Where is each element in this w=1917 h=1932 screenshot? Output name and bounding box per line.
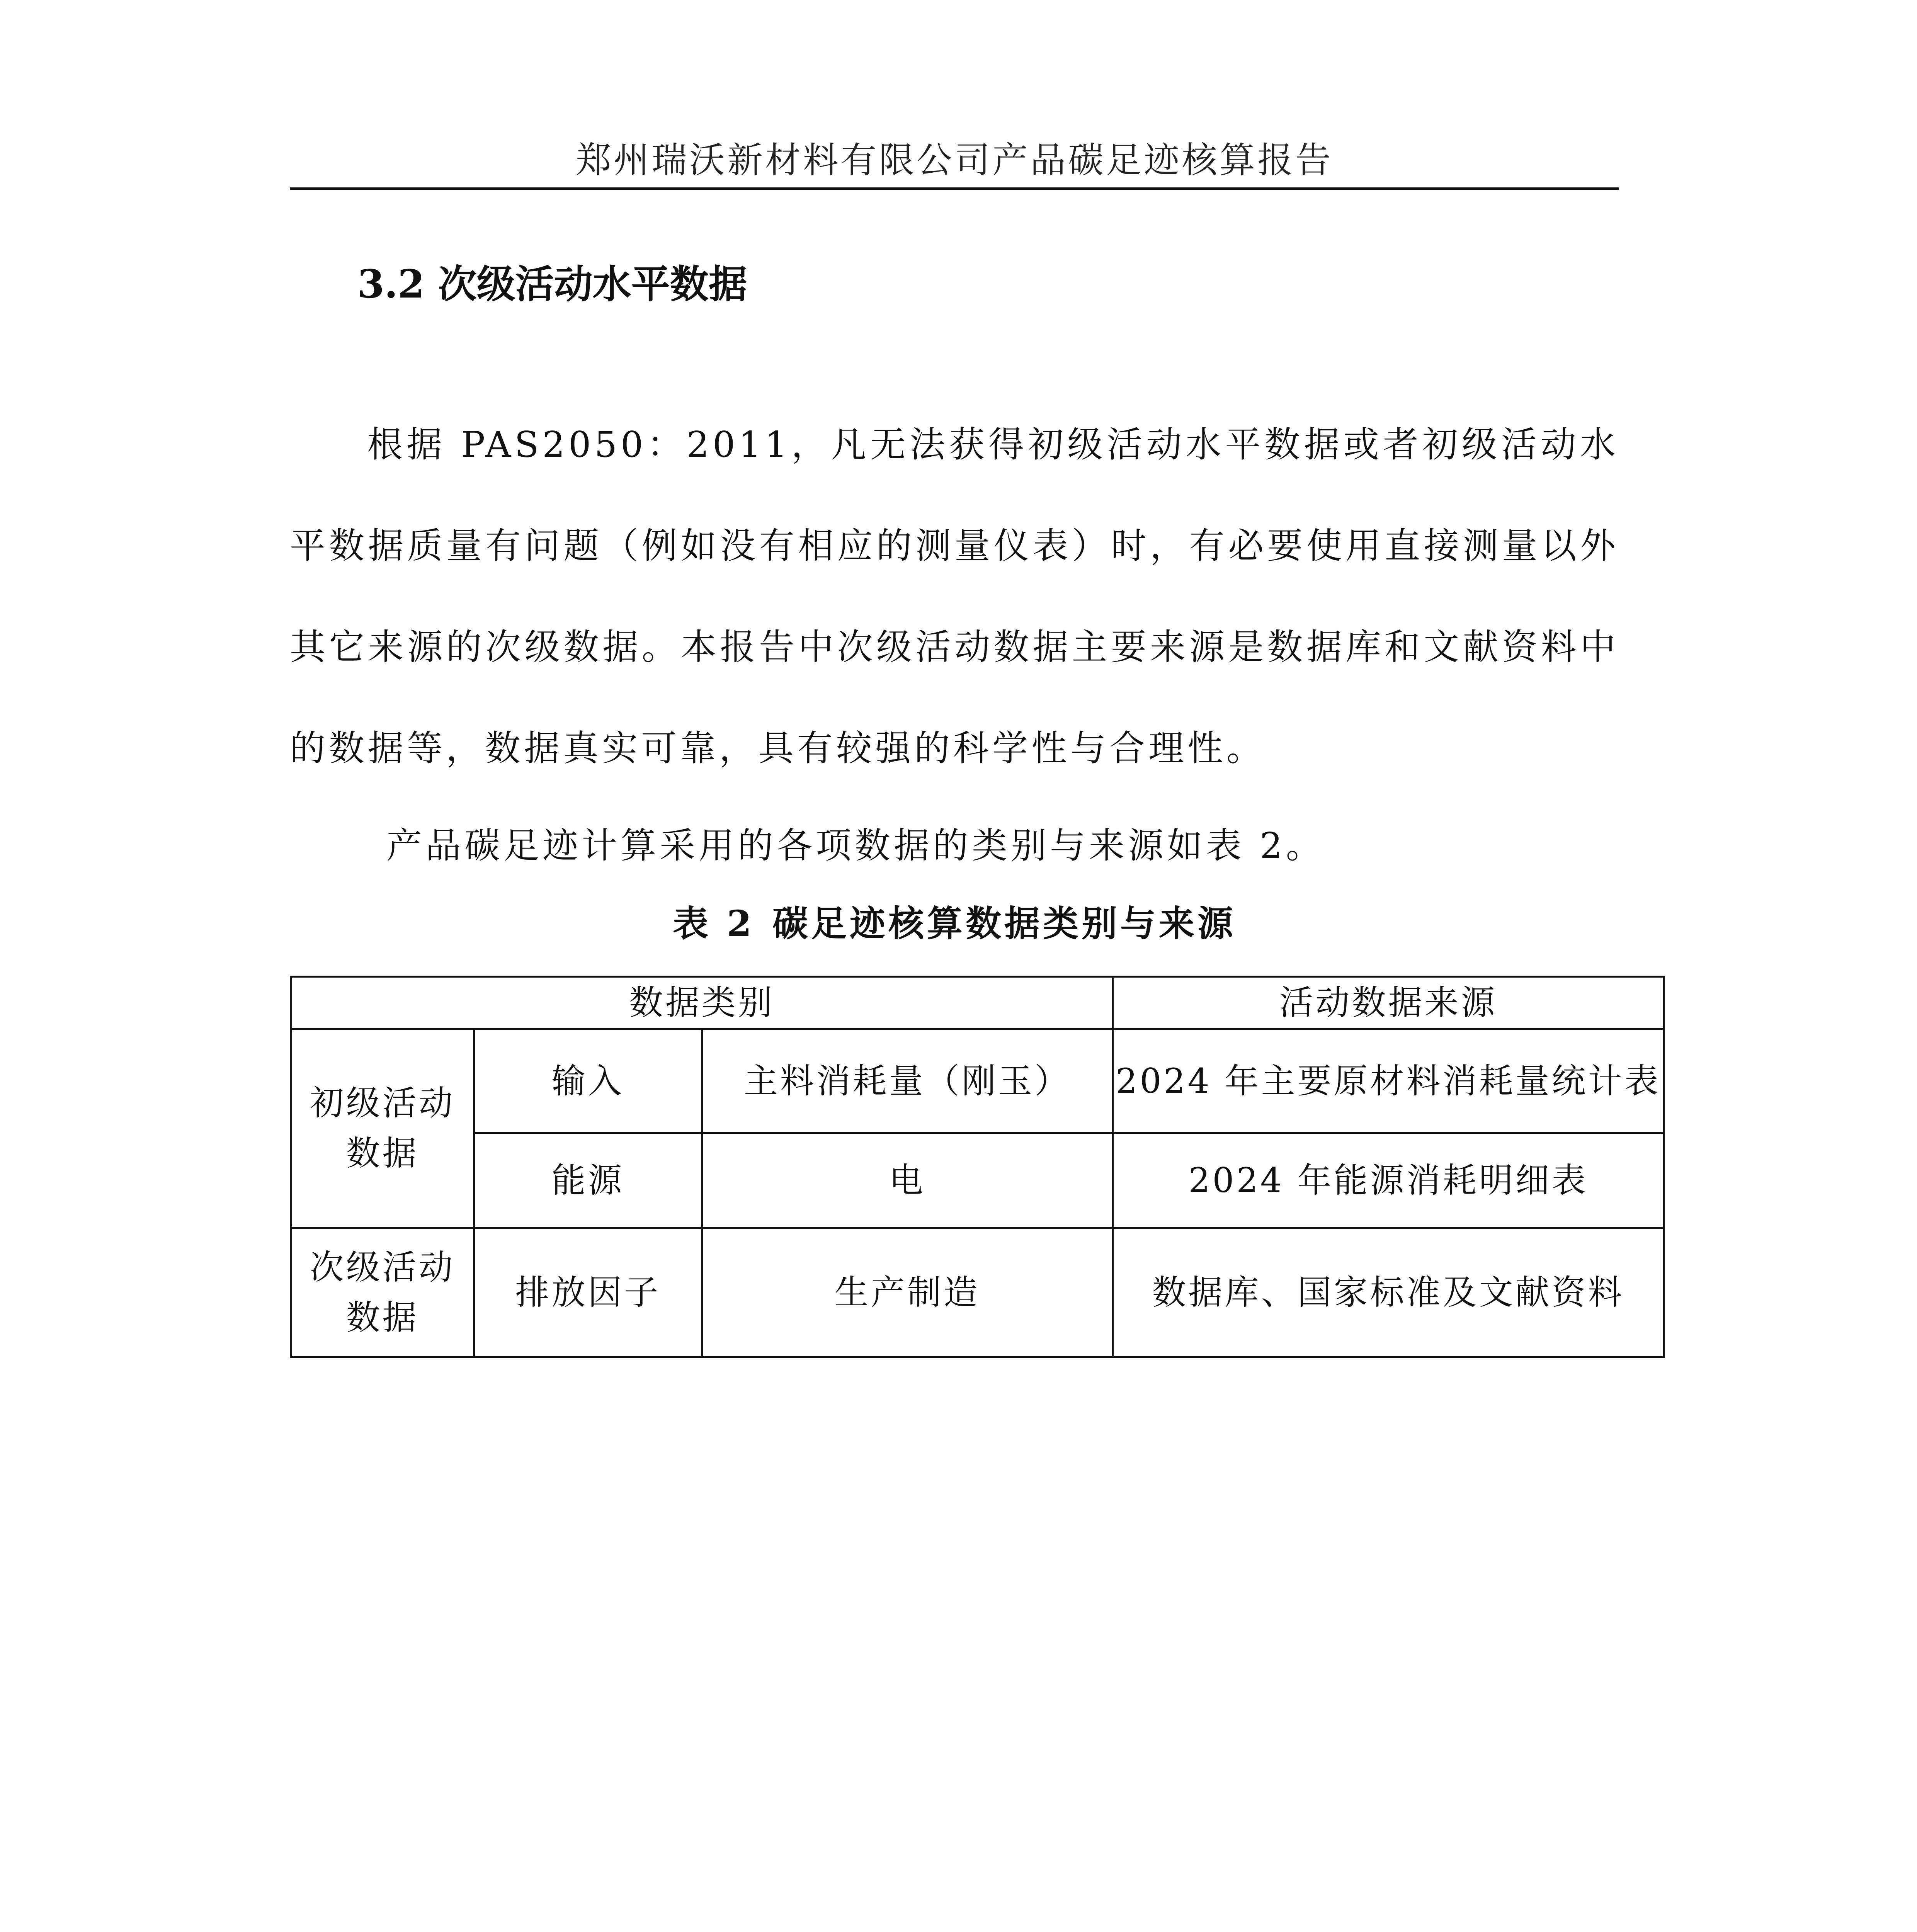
table-header-row	[291, 977, 1664, 1029]
table-caption-number: 表 2	[672, 903, 755, 944]
table-caption	[290, 896, 1619, 951]
section-title: 3.2 次级活动水平数据	[357, 261, 747, 307]
header-activity-source: 活动数据来源	[1113, 977, 1664, 1029]
group-primary-line2: 数据	[346, 1133, 419, 1173]
row-item: 主料消耗量（刚玉）	[702, 1029, 1113, 1133]
group-primary-line1: 初级活动	[310, 1083, 455, 1123]
header-data-category: 数据类别	[291, 977, 1113, 1029]
row-source: 2024 年主要原材料消耗量统计表	[1113, 1029, 1664, 1133]
header-divider	[290, 187, 1619, 190]
paragraph-table-reference: 产品碳足迹计算采用的各项数据的类别与来源如表 2。	[386, 825, 1325, 866]
group-primary-activity	[291, 1029, 474, 1228]
row-type: 能源	[474, 1133, 702, 1228]
table-row	[291, 1133, 1664, 1228]
table-row	[291, 1228, 1664, 1357]
row-item: 电	[702, 1133, 1113, 1228]
row-type: 排放因子	[474, 1228, 702, 1357]
row-source: 2024 年能源消耗明细表	[1113, 1133, 1664, 1228]
data-source-table	[290, 976, 1665, 1358]
paragraph-secondary-data-intro: 根据 PAS2050：2011，凡无法获得初级活动水平数据或者初级活动水平数据质量有问题（例如没有相应的测量仪表）时，有必要使用直接测量以外其它来源的次级数据。本报告中次级活动数据主要来源是数据库和文献资料中的数据等，数据真实可靠，具有较强的科学性与合理性。	[290, 424, 1619, 769]
row-source: 数据库、国家标准及文献资料	[1113, 1228, 1664, 1357]
table-caption-text: 碳足迹核算数据类别与来源	[772, 903, 1237, 944]
group-secondary-line2: 数据	[346, 1298, 419, 1337]
group-secondary-line1: 次级活动	[310, 1247, 455, 1287]
row-type: 输入	[474, 1029, 702, 1133]
group-secondary-activity	[291, 1228, 474, 1357]
table-row	[291, 1029, 1664, 1133]
page-header-title: 郑州瑞沃新材料有限公司产品碳足迹核算报告	[575, 139, 1333, 181]
row-item: 生产制造	[702, 1228, 1113, 1357]
